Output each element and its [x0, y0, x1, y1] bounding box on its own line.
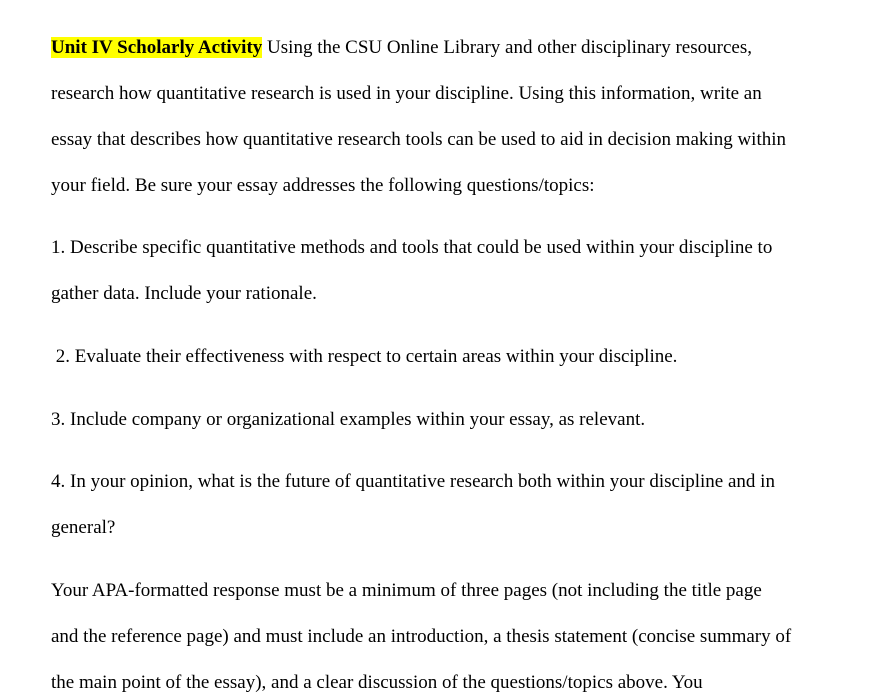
question-2: 2. Evaluate their effectiveness with respect to certain areas within your discipline. — [51, 346, 678, 367]
assignment-heading: Unit IV Scholarly Activity — [51, 37, 263, 58]
intro-line-1 — [51, 36, 752, 60]
intro-line-2: research how quantitative research is used in your discipline. Using this information, write an — [51, 83, 762, 104]
question-4-line-2: general? — [51, 517, 116, 538]
closing-line-1: Your APA-formatted response must be a minimum of three pages (not including the title page — [51, 580, 762, 601]
intro-text: Using the CSU Online Library and other disciplinary resources, — [262, 37, 752, 58]
question-1-line-2: gather data. Include your rationale. — [51, 283, 317, 304]
intro-line-3: essay that describes how quantitative research tools can be used to aid in decision making within — [51, 129, 786, 150]
closing-line-2: and the reference page) and must include an introduction, a thesis statement (concise summary of — [51, 626, 792, 647]
intro-line-4: your field. Be sure your essay addresses the following questions/topics: — [51, 175, 595, 196]
question-4-line-1: 4. In your opinion, what is the future of quantitative research both within your discipline and in — [51, 471, 775, 492]
question-3: 3. Include company or organizational examples within your essay, as relevant. — [51, 409, 646, 430]
question-1-line-1: 1. Describe specific quantitative methods and tools that could be used within your discipline to — [51, 237, 773, 258]
closing-line-3: the main point of the essay), and a clear discussion of the questions/topics above. You — [51, 672, 703, 693]
